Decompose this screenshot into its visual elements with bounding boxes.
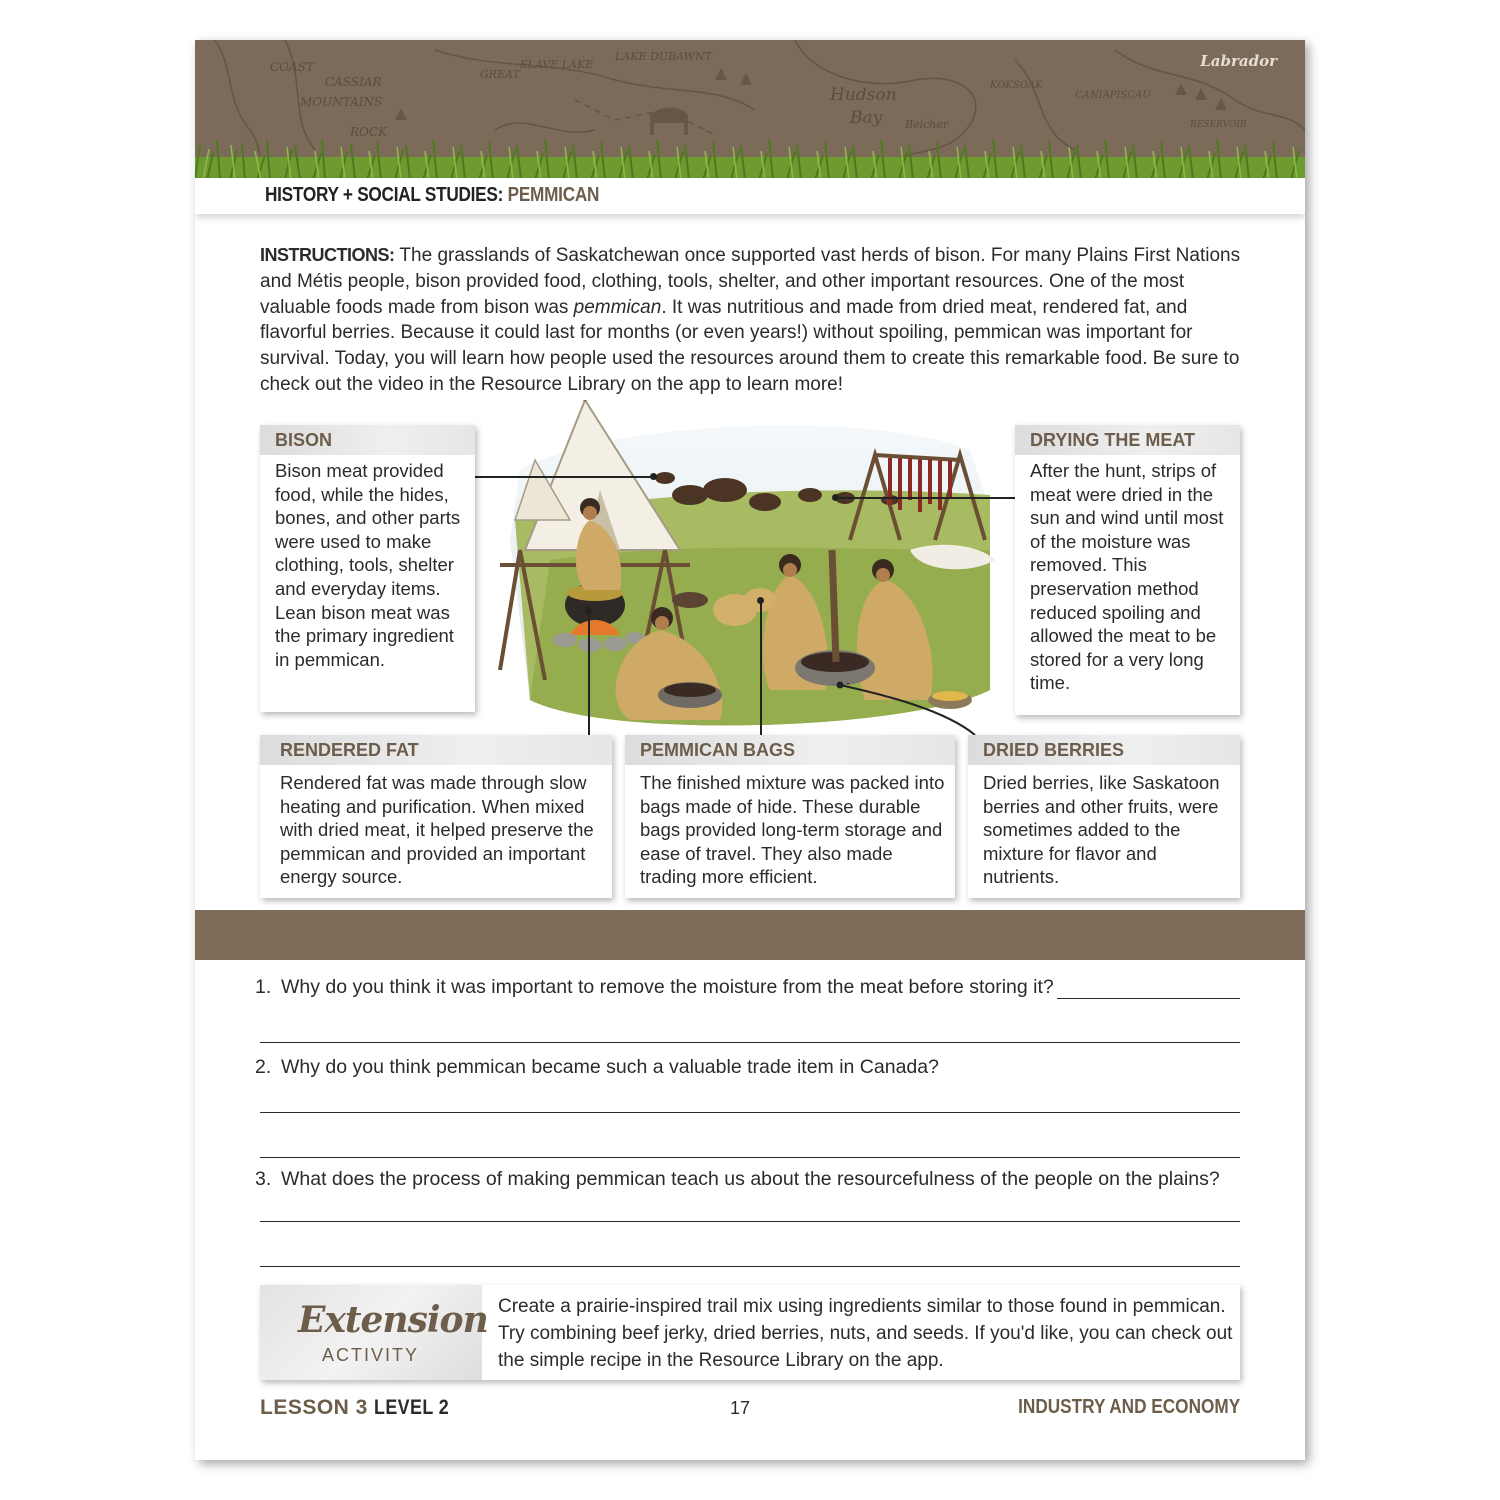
leader-line (760, 600, 762, 735)
question-3 (255, 1168, 1220, 1191)
instructions-text: The grasslands of Saskatchewan once supported vast herds of bison. For many Plains First Nations and Métis people, bison provided food, clothing, tools, shelter, and other important resources. One of the most valuable foods made from bison was (260, 245, 1241, 318)
map-label: SLAVE LAKE (520, 58, 594, 71)
page-title (265, 184, 599, 207)
extension-title: Extension (298, 1299, 488, 1341)
leader-line (473, 476, 653, 478)
level-label: LEVEL 2 (374, 1396, 450, 1419)
info-card-dried-berries (968, 735, 1240, 898)
map-label: CANIAPISCAU (1075, 90, 1151, 101)
page-number: 17 (730, 1398, 751, 1418)
topic-label: PEMMICAN (507, 184, 600, 206)
answer-line[interactable] (1057, 998, 1240, 999)
question-text: What does the process of making pemmican teach us about the resourcefulness of the people on the plains? (281, 1168, 1220, 1190)
card-text: After the hunt, strips of meat were dried in the sun and wind until most of the moisture was removed. This preservation method reduced spoiling and allowed the meat to be stored for a very long time. (1030, 460, 1224, 694)
map-label: GREAT (480, 68, 520, 81)
question-1 (255, 976, 1054, 999)
answer-line[interactable] (260, 1112, 1240, 1113)
extension-text: Create a prairie-inspired trail mix using ingredients similar to those found in pemmican. Try combining beef jerky, dried berries, nuts, and seeds. If you'd like, you can check out the simple recipe in the Resource Library on the app. (498, 1296, 1233, 1371)
extension-badge (260, 1285, 488, 1380)
answer-line[interactable] (260, 1042, 1240, 1043)
card-text: Bison meat provided food, while the hides, bones, and other parts were used to make clothing, tools, shelter and everyday items. Lean bison meat was the primary ingredient in pemmican. (275, 460, 461, 670)
map-label: Hudson (830, 85, 897, 105)
question-number: 3. (255, 1168, 272, 1190)
leader-dot (757, 597, 764, 604)
lesson-label: LESSON 3 (260, 1396, 368, 1419)
grass-border (195, 135, 1305, 180)
extension-activity-box (260, 1285, 1240, 1380)
leader-dot (585, 607, 592, 614)
info-card-pemmican-bags (625, 735, 955, 898)
map-label: KOKSOAK (990, 80, 1043, 91)
card-text: The finished mixture was packed into bags made of hide. These durable bags provided long-term storage and ease of travel. They also made trading more efficient. (640, 772, 945, 888)
card-title: DRIED BERRIES (968, 735, 1240, 765)
subject-label: HISTORY + SOCIAL STUDIES: (265, 184, 504, 206)
info-card-drying-the-meat (1015, 425, 1240, 715)
card-text: Dried berries, like Saskatoon berries and other fruits, were sometimes added to the mixture for flavor and nutrients. (983, 772, 1220, 888)
answer-line[interactable] (260, 1157, 1240, 1158)
instructions-text: . It was nutritious and made from dried meat, rendered fat, and flavorful berries. Because it could last for months (or even years!) without spoiling, pemmican was important for survival. Today, you will learn how people used the resources around them to create this remarkable food. Be sure to check out the video in the Resource Library on the app to learn more! (260, 296, 1240, 395)
map-label: CASSIAR (325, 75, 382, 89)
map-region-label: Labrador (1200, 52, 1277, 70)
section-divider (195, 910, 1305, 960)
info-card-rendered-fat (260, 735, 612, 898)
card-title: RENDERED FAT (260, 735, 612, 765)
map-banner (195, 40, 1305, 180)
leader-dot (832, 494, 839, 501)
answer-line[interactable] (260, 1266, 1240, 1267)
question-text: Why do you think it was important to remove the moisture from the meat before storing it? (281, 976, 1054, 998)
unit-label: INDUSTRY AND ECONOMY (1017, 1396, 1240, 1418)
instructions-label: INSTRUCTIONS: (260, 245, 395, 265)
leader-dot (650, 473, 657, 480)
footer-lesson (260, 1396, 463, 1420)
map-label: COAST (270, 60, 314, 74)
map-label: LAKE DUBAWNT (615, 50, 712, 63)
section-title-bar (195, 178, 1305, 214)
question-number: 2. (255, 1056, 272, 1078)
map-label: Belcher (905, 118, 949, 131)
info-card-bison (260, 425, 475, 712)
card-title: BISON (260, 425, 475, 455)
leader-line (588, 610, 590, 735)
question-2 (255, 1056, 939, 1079)
card-title: DRYING THE MEAT (1015, 425, 1240, 455)
answer-line[interactable] (260, 1221, 1240, 1222)
question-text: Why do you think pemmican became such a valuable trade item in Canada? (281, 1056, 939, 1078)
map-label: Bay (850, 108, 883, 128)
worksheet-page (195, 40, 1305, 1460)
card-text: Rendered fat was made through slow heating and purification. When mixed with dried meat, it helped preserve the pemmican and provided an important energy source. (280, 772, 594, 888)
leader-line-berries (835, 670, 985, 740)
leader-line (835, 497, 1015, 499)
map-label: RESERVOIR (1190, 120, 1247, 130)
instructions-emphasis: pemmican (573, 296, 662, 318)
instructions-paragraph (260, 243, 1245, 398)
map-label: ROCK (350, 125, 388, 139)
question-number: 1. (255, 976, 272, 998)
extension-subtitle: ACTIVITY (322, 1345, 420, 1365)
map-label: MOUNTAINS (300, 95, 383, 109)
card-title: PEMMICAN BAGS (625, 735, 955, 765)
